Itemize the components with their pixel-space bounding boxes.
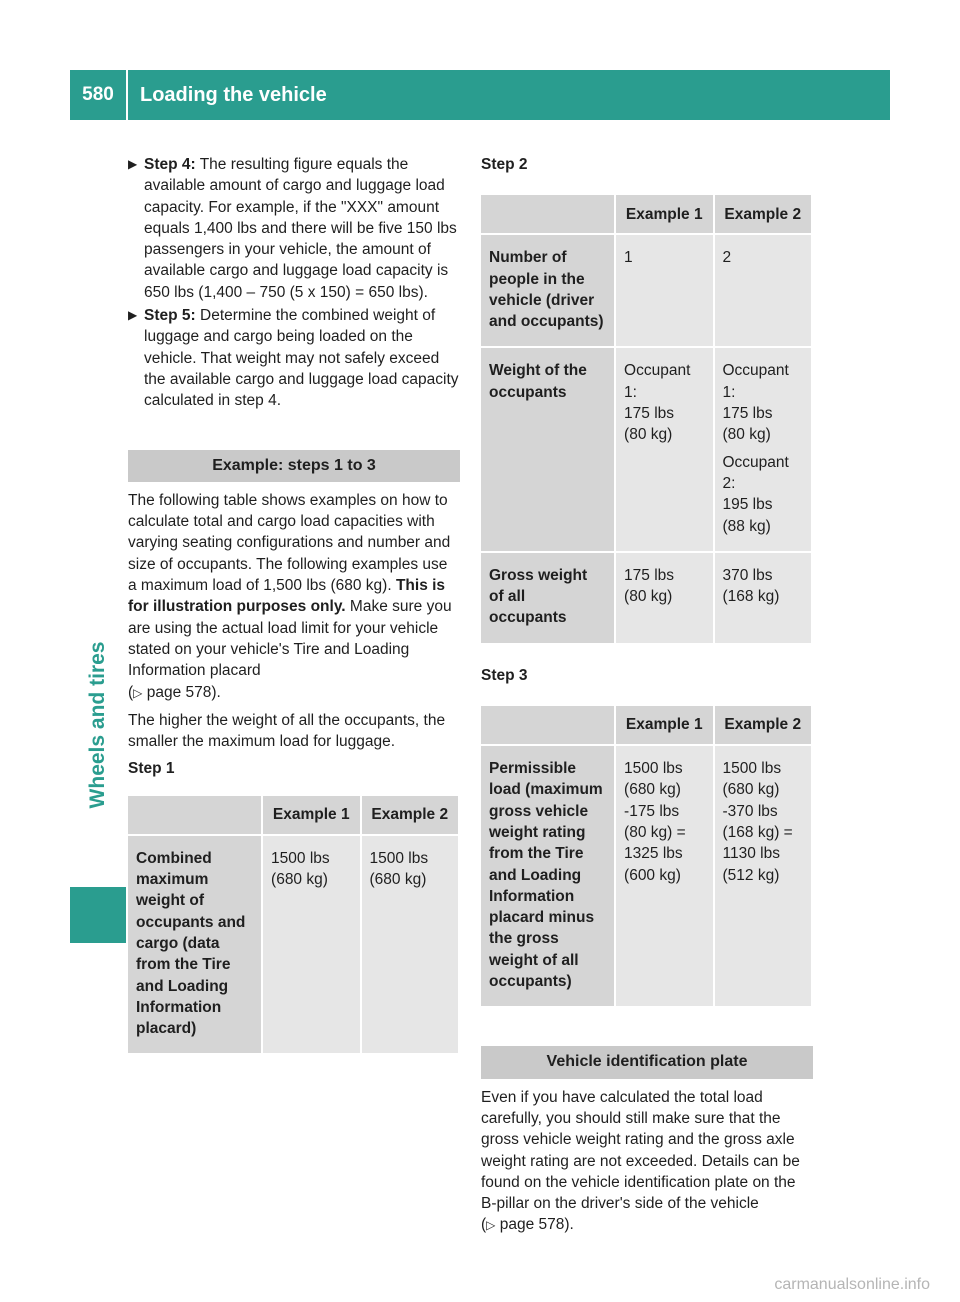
row-label: Permissible load (maximum gross vehicle weight rating from the Tire and Loading Information placard minus the gross weight of all occupants) — [481, 746, 614, 1006]
table-row — [481, 235, 811, 346]
vehicle-plate-paragraph: Even if you have calculated the total load carefully, you should still make sure that the gross vehicle weight rating and the gross axle weight rating are not exceeded. Details can be found on the vehicle identification plate on the B-pillar on the driver's side of the vehicle (▷ page 578). — [481, 1088, 800, 1234]
step-arrow-icon: ▶ — [128, 157, 138, 171]
step-5 — [128, 305, 460, 411]
table-header-example-1: Example 1 — [616, 706, 712, 744]
page-ref-link[interactable]: page 578). — [146, 683, 221, 701]
table-header-example-2: Example 2 — [715, 706, 812, 744]
right-column — [481, 154, 813, 1243]
side-tab-label: Wheels and tires — [86, 641, 109, 809]
side-tab — [78, 575, 118, 875]
step-1-label: Step 1 — [128, 760, 175, 778]
cell-example-2: 1500 lbs (680 kg) -370 lbs (168 kg) = 1130 lbs (512 kg) — [715, 746, 812, 1006]
section-title-vehicle-plate: Vehicle identification plate — [481, 1046, 813, 1078]
table-row — [481, 746, 811, 1006]
cell-example-1: 1500 lbs (680 kg) -175 lbs (80 kg) = 1325 lbs (600 kg) — [616, 746, 712, 1006]
step-4-label: Step 4: — [144, 156, 196, 173]
table-row — [481, 553, 811, 643]
step-4-text: The resulting figure equals the available amount of cargo and luggage load capacity. For example, if the "XXX" amount equals 1,400 lbs and there will be five 150 lbs passengers in your vehicle, the amount of available cargo and luggage load capacity is 650 lbs (1,400 – 750 (5 x 150) = 650 lbs). — [144, 156, 457, 301]
cell-example-1: 175 lbs (80 kg) — [616, 553, 712, 643]
table-row — [128, 836, 458, 1054]
table-header-example-2: Example 2 — [715, 195, 812, 233]
page-ref-arrow-icon: ▷ — [486, 1218, 496, 1233]
step-5-text: Determine the combined weight of luggage and cargo being loaded on the vehicle. That weight may not safely exceed the available cargo and luggage load capacity calculated in step 4. — [144, 307, 459, 410]
section-title-examples: Example: steps 1 to 3 — [128, 450, 460, 482]
step-2-label: Step 2 — [481, 156, 528, 173]
table-header-example-1: Example 1 — [616, 195, 712, 233]
page-number: 580 — [70, 70, 126, 120]
cell-example-2: Occupant 1: 175 lbs (80 kg) Occupant 2: 195 lbs (88 kg) — [715, 348, 812, 550]
watermark: carmanualsonline.info — [774, 1276, 930, 1293]
table-step-1 — [126, 794, 460, 1056]
table-header-example-2: Example 2 — [362, 796, 459, 834]
left-column — [128, 154, 460, 1055]
page-ref-arrow-icon: ▷ — [133, 685, 143, 700]
cell-example-1: 1500 lbs (680 kg) — [263, 836, 359, 1054]
side-tab-marker — [70, 887, 126, 943]
step-arrow-icon: ▶ — [128, 308, 138, 323]
table-header-empty — [128, 796, 261, 834]
row-label: Gross weight of all occupants — [481, 553, 614, 643]
step-4 — [128, 154, 460, 303]
cell-example-2: 1500 lbs (680 kg) — [362, 836, 459, 1054]
table-header-empty — [481, 706, 614, 744]
cell-example-1: Occupant 1: 175 lbs (80 kg) — [616, 348, 712, 550]
table-step-3 — [479, 704, 813, 1008]
step-5-label: Step 5: — [144, 307, 196, 325]
occupants-paragraph: The higher the weight of all the occupants, the smaller the maximum load for luggage. — [128, 711, 446, 751]
row-label: Combined maximum weight of occupants and cargo (data from the Tire and Loading Information placard) — [128, 836, 261, 1054]
table-step-2 — [479, 193, 813, 644]
table-header-example-1: Example 1 — [263, 796, 359, 834]
row-label: Weight of the occupants — [481, 348, 614, 550]
cell-example-1: 1 — [616, 235, 712, 346]
cell-example-2: 2 — [715, 235, 812, 346]
step-3-label: Step 3 — [481, 666, 528, 684]
page-ref-link[interactable]: page 578). — [499, 1216, 574, 1234]
examples-paragraph: The following table shows examples on how to calculate total and cargo load capacities with varying seating configurations and number and size of occupants. The following examples use a maximum load of 1,500 lbs (680 kg). This is for illustration purposes only. Make sure you are using the actual load limit for your vehicle stated on your vehicle's Tire and Loading Information placard (▷ page 578). — [128, 491, 452, 701]
table-header-empty — [481, 195, 614, 233]
cell-example-2: 370 lbs (168 kg) — [715, 553, 812, 643]
table-row — [481, 348, 811, 550]
row-label: Number of people in the vehicle (driver and occupants) — [481, 235, 614, 346]
page-title: Loading the vehicle — [128, 70, 890, 120]
